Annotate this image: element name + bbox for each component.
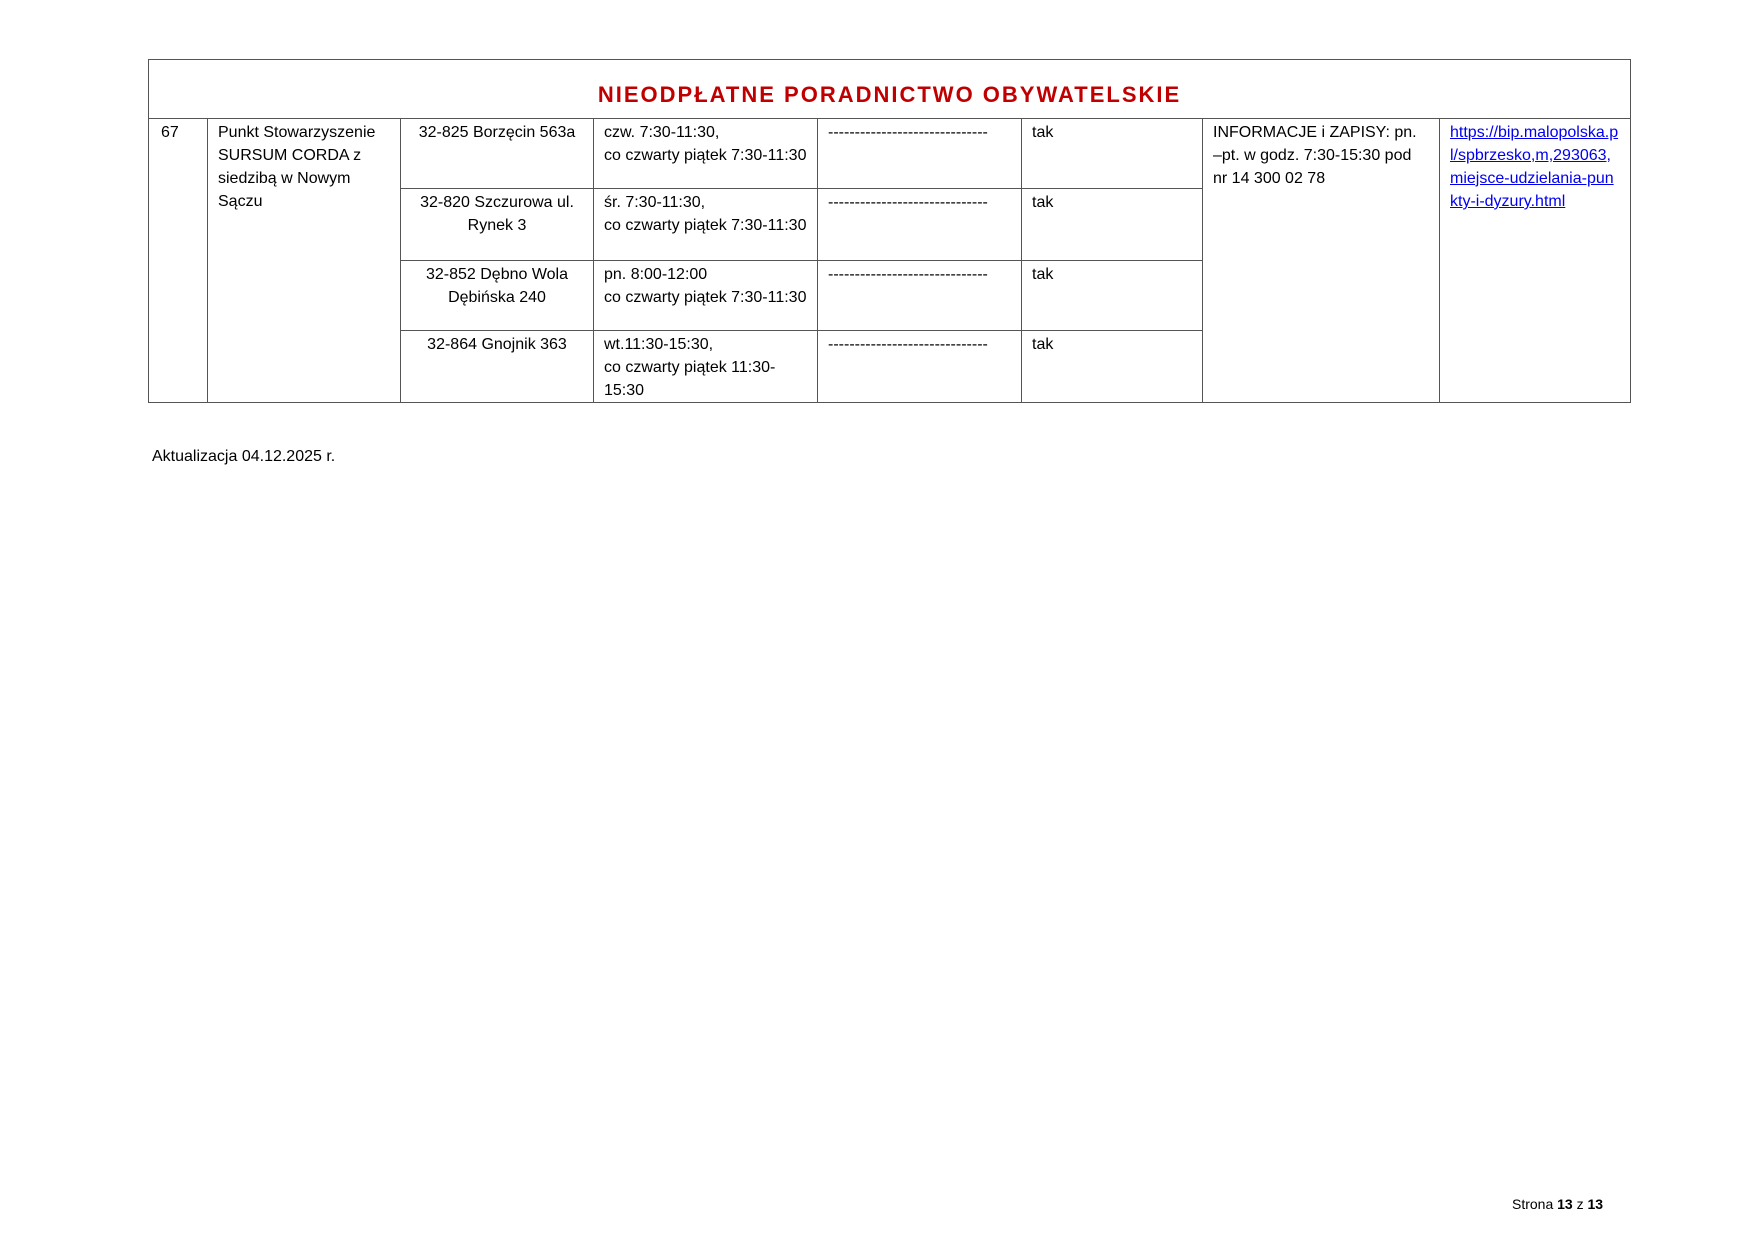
- location-dashes: ------------------------------: [818, 331, 1022, 403]
- table-title-cell: [149, 60, 1631, 119]
- location-dashes: ------------------------------: [818, 261, 1022, 331]
- hours-line-1: wt.11:30-15:30,: [604, 336, 714, 353]
- update-note: Aktualizacja 04.12.2025 r.: [152, 448, 336, 465]
- entry-link[interactable]: https://bip.malopolska.pl/spbrzesko,m,293063,miejsce-udzielania-punkty-i-dyzury.html: [1450, 124, 1619, 210]
- entry-link-cell: [1440, 119, 1631, 403]
- location-available: tak: [1022, 261, 1203, 331]
- location-hours: [594, 261, 818, 331]
- location-hours: [594, 119, 818, 189]
- hours-line-2: co czwarty piątek 7:30-11:30: [604, 289, 807, 306]
- entry-number: 67: [149, 119, 208, 403]
- advice-points-table: [148, 59, 1631, 403]
- location-available: tak: [1022, 189, 1203, 261]
- footer-separator: z: [1576, 1196, 1584, 1212]
- hours-line-2: co czwarty piątek 7:30-11:30: [604, 217, 807, 234]
- footer-label: Strona: [1512, 1196, 1554, 1212]
- hours-line-2: co czwarty piątek 11:30-15:30: [604, 359, 776, 399]
- footer-current-page: 13: [1557, 1196, 1573, 1212]
- location-available: tak: [1022, 331, 1203, 403]
- hours-line-1: czw. 7:30-11:30,: [604, 124, 720, 141]
- location-address: 32-820 Szczurowa ul. Rynek 3: [401, 189, 594, 261]
- location-address: 32-864 Gnojnik 363: [401, 331, 594, 403]
- entry-name: Punkt Stowarzyszenie SURSUM CORDA z siedzibą w Nowym Sączu: [208, 119, 401, 403]
- hours-line-1: śr. 7:30-11:30,: [604, 194, 706, 211]
- location-dashes: ------------------------------: [818, 119, 1022, 189]
- location-address: 32-825 Borzęcin 563a: [401, 119, 594, 189]
- page-footer: [1512, 1196, 1603, 1212]
- location-hours: [594, 189, 818, 261]
- hours-line-1: pn. 8:00-12:00: [604, 266, 708, 283]
- location-address: 32-852 Dębno Wola Dębińska 240: [401, 261, 594, 331]
- location-hours: [594, 331, 818, 403]
- entry-info: INFORMACJE i ZAPISY: pn. –pt. w godz. 7:30-15:30 pod nr 14 300 02 78: [1203, 119, 1440, 403]
- table-title: NIEODPŁATNE PORADNICTWO OBYWATELSKIE: [597, 82, 1182, 107]
- hours-line-2: co czwarty piątek 7:30-11:30: [604, 147, 807, 164]
- location-dashes: ------------------------------: [818, 189, 1022, 261]
- footer-total-pages: 13: [1587, 1196, 1604, 1212]
- location-available: tak: [1022, 119, 1203, 189]
- table-row: [149, 119, 1631, 189]
